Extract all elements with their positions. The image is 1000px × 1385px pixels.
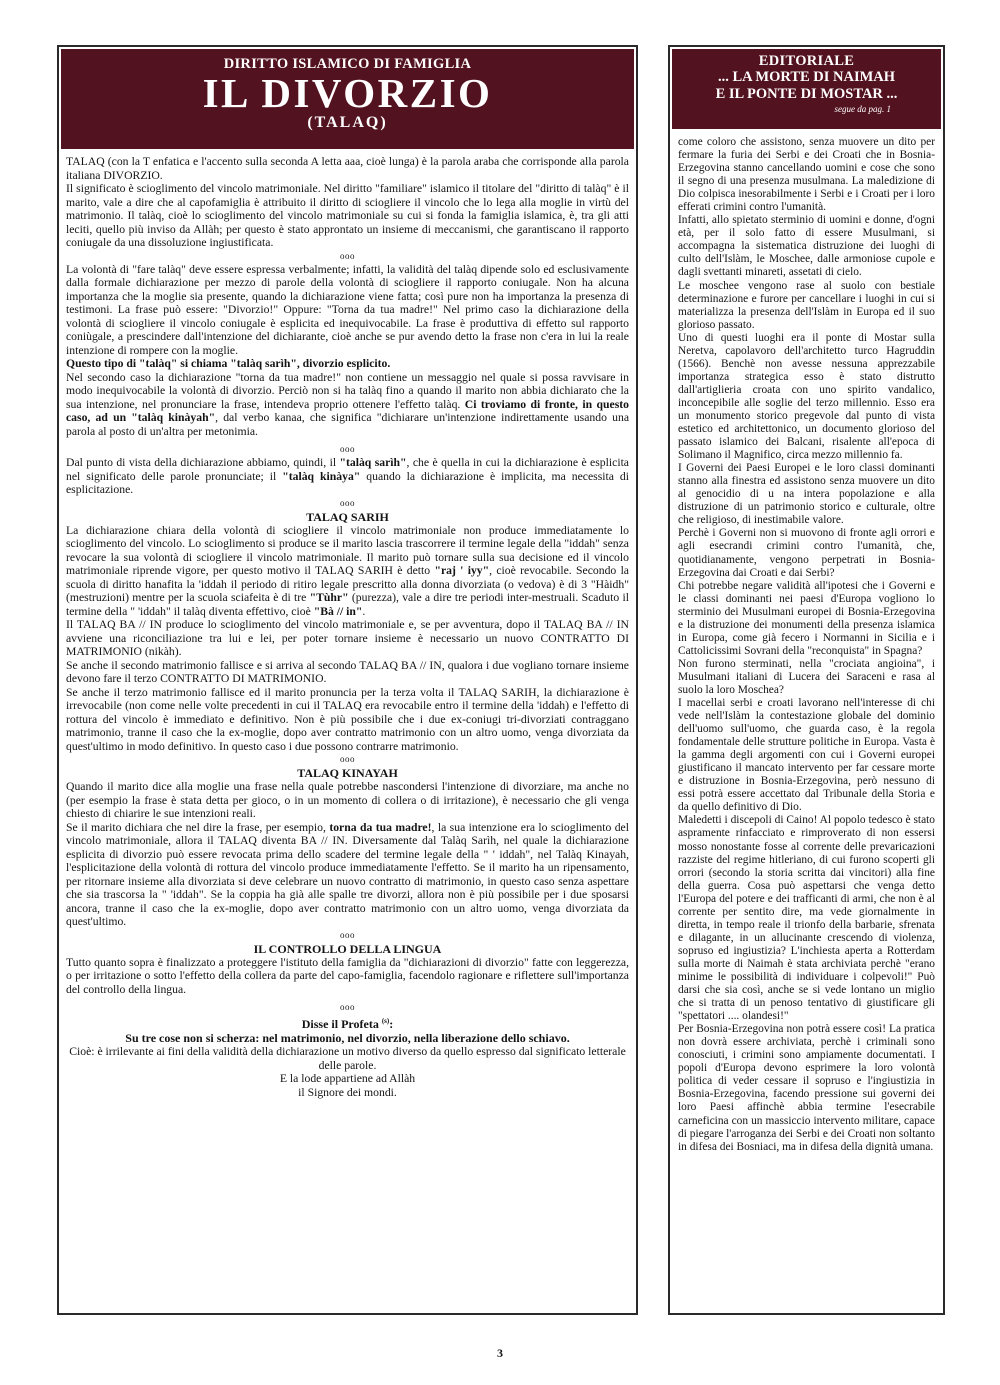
editorial-paragraph-6: Perchè i Governi non si muovono di fronte agli orrori e agli esecrandi crimini contro l'umanità, che, quotidianamente, vengono perpetrati in Bosnia-Erzegovina dai Croati e dai Serbi? [678,527,935,579]
editorial-paragraph-1: come coloro che assistono, senza muovere un dito per fermare la furia dei Serbi e dei Croati che in Bosnia-Erzegovina stanno cancellando uomini e cose che sono il segno di una presenza musulmana. La maledizione di Dio colpisca inesorabilmente i Serbi e i Croati per i loro efferati crimini contro l'umanità. [678,136,935,214]
divorzio-article [57,45,638,1315]
punto-term-kinaya: "talàq kinàya" [282,469,361,483]
editorial-paragraph-3: Le moschee vengono rase al suolo con bestiale determinazione e furore per cancellare i luoghi in cui si materializza la presenza dell'Islàm in Europa ed il suo glorioso passato. [678,279,935,331]
talaq-sarih-paragraph-3: Se anche il secondo matrimonio fallisce e si arriva al secondo TALAQ BA // IN, qualora i due vogliano tornare insieme devono fare il terzo CONTRATTO DI MATRIMONIO. [66,658,629,685]
secondo-caso-paragraph [66,371,629,439]
separator: ooo [340,497,355,508]
editorial-paragraph-5: I Governi dei Paesi Europei e le loro classi dominanti stanno alla finestra ed assistono senza muovere un dito al genocidio di u na intera popolazione e alla distruzione di un patrimonio storico e culturale, oltre che religioso, di inestimabile valore. [678,462,935,527]
separator: ooo [340,1002,355,1012]
hadith-quote: Su tre cose non si scherza: nel matrimonio, nel divorzio, nella liberazione dello schiavo. [125,1031,570,1045]
profeta-heading-colon: : [389,1017,394,1031]
sarih-term-raj-iyy: "raj ' iyy" [434,564,490,577]
editorial-paragraph-11: Per Bosnia-Erzegovina non potrà essere così! La pratica non dovrà essere archiviata, perchè i criminali sono conosciuti, i crimini sono ampiamente documentati. I popoli d'Europa devono esprimere la loro volontà politica di veder cessare il sopruso e l'ingiustizia in Bosnia-Erzegovina, facendo pressione sui governi dei loro Paesi affinchè abbia termine l'esecrabile carneficina con un massiccio intervento militare, capace di piegare l'arroganza dei Serbi e dei Croati non soltanto in difesa dei Bosniaci, ma in difesa della dignità umana. [678,1023,935,1153]
punto-term-sarih: "talàq sarìh" [339,456,407,469]
talaq-kinayah-paragraph-1: Quando il marito dice alla moglie una frase nella quale potrebbe nascondersi l'intenzione di divorziare, ma anche no (per esempio la frase è stata detta per gioco, o in un momento di collera o di irritazione), è necessario che gli venga chiesto di chiarire le sue intenzioni reali. [66,780,629,820]
kinayah-phrase-bold: torna da tua madre! [329,820,432,834]
article-kicker: DIRITTO ISLAMICO DI FAMIGLIA [223,56,472,72]
intro-paragraph-1: TALAQ (con la T enfatica e l'accento sulla seconda A letta aaa, cioè lunga) è la parola araba che corrisponde alla parola italiana DIVORZIO. [66,155,629,182]
talaq-kinayah-paragraph-2 [66,821,629,929]
editorial-paragraph-2: Infatti, allo spietato sterminio di uomini e donne, d'ogni età, per il solo fatto di essere Musulmani, si accompagna la sistematica distruzione dei luoghi di culto dell'Islàm, le Moschee, dalle armoniose cupole e dagli svettanti minareti, assetati di cielo. [678,214,935,279]
secondo-caso-text-a: Nel secondo caso la dichiarazione "torna da tua madre!" non contiene un messaggio nel quale si possa ravvisare in modo inequivocabile la volontà di divorzio. Perciò non si ha talàq fino a quando il marito non abbia dichiarato che la sua intenzione, nel pronunciare la frase, intendeva proprio ottenere l'effetto talàq. [66,370,629,411]
profeta-heading-text: Disse il Profeta [301,1017,379,1031]
section-title-talaq-sarih: TALAQ SARIH [306,509,389,524]
separator: ooo [340,929,355,940]
sarih-text-c: (purezza), vale a dire tre periodi inter-mestruali. Scaduto il termine della " 'iddah" il talàq diventa effettivo, cioè [66,591,629,618]
sarih-text-b: , cioè revocabile. Secondo la scuola di diritto hanafita la 'iddah il periodo di ritiro legale prescritto alla donna divorziata (o vedova) è di 3 "Hàidh" (mestruzioni) mentre per la scuola sciafeita è di tre [66,564,629,604]
talaq-sarih-definition [66,357,629,371]
punto-text-d: quando la dichiarazione è implicita, ma necessita di esplicitazione. [66,469,630,496]
controllo-lingua-paragraph: Tutto quanto sopra è finalizzato a proteggere l'istituto della famiglia da "dichiarazioni di divorzio" fatte con leggerezza, o per irritazione o sotto l'effetto della collera da parte del capo-famiglia, facendolo ragionare e riflettere sull'importanza del controllo della lingua. [66,955,629,996]
talaq-sarih-paragraph-2: Il TALAQ BA // IN produce lo scioglimento del vincolo matrimoniale e, se per avventura, dopo il TALAQ BA // IN avviene una riconciliazione tra lui e lei, per poter tornare insieme è necessario un nuovo CONTRATTO DI MATRIMONIO (nikàh). [66,618,629,658]
page-number: 3 [497,1346,503,1360]
intro-paragraph-2: Il significato è scioglimento del vincolo matrimoniale. Nel diritto "familiare" islamico il titolare del "diritto di talàq" è il marito, vale a dire che al capofamiglia è attribuito il diritto di sciogliere il vincolo che lo lega alla moglie in virtù del matrimonio. Il talàq, cioè lo scioglimento del vincolo matrimoniale su cui si fonda la famiglia islamica, è, tra gli atti leciti, quello più inviso da Allàh; per questo è stato approntato un insieme di meccanismi, che garantiscano il rapporto coniugale da una dissoluzione ingiustificata. [66,182,629,249]
editorial-body [670,131,943,1154]
editorial-kicker: EDITORIALE [758,53,855,69]
closing-line-1: E la lode appartiene ad Allàh [279,1072,416,1085]
secondo-caso-text-b: , dal verbo kanaa, che significa "dichiarare un'intenzione indirettamente usando una parola al posto di un'altra per metonimia. [66,411,630,438]
editorial-paragraph-10: Maledetti i discepoli di Caino! Al popolo tedesco è stato aspramente rinfacciato e rimproverato di non essersi mosso nonostante fosse al corrente delle prevaricazioni razziste del regime hitleriano, di cui furono scoperti gli orrori (secondo la storia scritta dai vincitori) alla fine della guerra. Cosa può aspettarsi che venga detto l'Europa del potere e dei trafficanti di armi, che non è al corrente per sentito dire, ma vede giornalmente in diretta, in tempo reale il trionfo della barbarie, sfrenata e dilagante, in un allucinante crescendo di violenza, sopruso ed ingiustizia? L'inchiesta aperta a Rotterdam sulla morte di Naimah è stata archiviata perchè "erano minime le possibilità di individuare i colpevoli!" Può darsi che sia così, anche se si vede lontano un miglio che si tratta di un penoso tentativo di giustificare gli "spettatori .... olandesi!" [678,814,935,1023]
volonta-paragraph: La volontà di "fare talàq" deve essere espressa verbalmente; infatti, la validità del talàq dipende solo ed esclusivamente dalla formale dichiarazione per mezzo di parole della volontà di sciogliere il rapporto coniugale. Non ha alcuna importanza che la moglie sia presente, quando la dichiarazione viene fatta; così pure non ha importanza la presenza di testimoni. La frase può essere: "Divorzio!" Oppure: "Torna da tua madre!" Nel primo caso la dichiarazione della volontà di sciogliere il vincolo coniugale è esplicita ed inequivocabile. La frase è produttiva di effetto sul rapporto coniùgale, a prescindere dall'intenzione del dichiarante, cioè anche se pur avendo detto la frase non c'era in lui la reale intenzione di rompere con la moglie. [66,262,629,357]
section-title-talaq-kinayah: TALAQ KINAYAH [297,766,398,780]
separator: ooo [340,754,355,764]
punto-di-vista-paragraph [66,456,629,497]
punto-text-c: , che è quella in cui la dichiarazione è esplicita nel significato delle parole pronunciate; il [66,456,629,483]
editorial-column [668,45,945,1315]
editorial-paragraph-4: Uno di questi luoghi era il ponte di Mostar sulla Neretva, capolavoro dell'architetto turco Hagruddin (1566). Benchè non avesse nessuna apprezzabile importanza strategica esso è stato distrutto dall'artiglieria croata con uno spirito vandalico, inconcepibile alle soglie del terzo millennio. Esso era un monumento storico pregevole dal punto di vista estetico ed architettonico, un documento glorioso del passato islamico dei Balcani, risalente all'epoca di Solimano il Magnifico, circa mezzo millennio fa. [678,331,935,462]
article-title: IL DIVORZIO [202,70,493,116]
kinayah-text-a: Se il marito dichiara che nel dire la frase, per esempio, [66,820,330,834]
article-subtitle: (TALAQ) [307,114,388,131]
sarih-term-bain: "Bà // in" [313,604,363,618]
continued-note: segue da pag. 1 [834,104,891,114]
editorial-paragraph-9: I macellai serbi e croati lavorano nell'interesse di chi vede nell'Islàm la contestazione globale del dominio dell'uomo sull'uomo, che guarda caso, è la regola fondamentale delle strutture politiche in Europa. Vasta è la gamma degli argomenti con cui i Governi europei giustificano il mancato intervento per far cessare morte e distruzione in Bosnia-Erzegovina, però nessuno di essi potrà essere accettato dal Tribunale della Storia e da quello definitivo di Dio. [678,697,935,814]
separator: ooo [340,250,355,261]
editorial-header-banner [672,49,941,129]
punto-text-a: Dal punto di vista della dichiarazione abbiamo, quindi, il [66,456,340,469]
profeta-heading [66,1014,629,1031]
separator: ooo [340,444,355,454]
talaq-sarih-paragraph-4: Se anche il terzo matrimonio fallisce ed il marito pronuncia per la terza volta il TALAQ SARIH, la dichiarazione è irrevocabile (non come nelle volte precedenti in cui il TALAQ era revocabile entro il termine della 'iddah) e l'effetto di rottura del vincolo è immediato e definitivo. Non è più possibile che i due ex-coniugi tri-divorziati contraggano matrimonio, tranne il caso che la ex-moglie, dopo aver contratto matrimonio con un altro uomo, venga divorziata da quest'ultimo in modo definitivo. In questo caso i due possono contrarre matrimonio. [66,685,629,753]
sarih-text-d: . [362,604,366,618]
editorial-paragraph-8: Non furono sterminati, nella "crociata angioina", i Musulmani italiani di Lucera dei Saraceni e rasa al suolo la loro Moschea? [678,657,935,696]
closing-line-2: il Signore dei mondi. [298,1085,397,1099]
article-header-banner [61,49,634,149]
article-body [59,151,636,1099]
editorial-title-line-2: E IL PONTE DI MOSTAR ... [715,86,898,102]
talaq-sarih-paragraph-1 [66,524,629,619]
editorial-paragraph-7: Chi potrebbe negare validità all'ipotesi che i Governi e le classi dominanti nei paesi d'Europa vogliono lo sterminio dei Musulmani europei di Bosnia-Erzegovina e la distruzione dei monumenti della presenza islamica in Europa, come già fecero i Normanni in Sicilia e i Cattolicissimi Sovrani della "reconquista" in Spagna? [678,579,935,657]
kinayah-text-b: , la sua intenzione era lo scioglimento del vincolo matrimoniale, allora il TALAQ diventa BA // IN. Diversamente dal Talàq Sarìh, nel quale la dichiarazione esplicita di divorzio può essere revocata prima dello scadere del termine legale della " ' iddah", nel Talàq Kinayah, l'esplicitazione della volontà di rottura del vincolo produce immediatamente l'effetto. Se il marito ha un ripensamento, per ritornare insieme alla divorziata si deve celebrare un nuovo contratto di matrimonio, in questo caso senza aspettare che sia trascorsa la " 'iddah". Se la coppia ha già alle spalle tre divorzi, allora non è più possibile per i due sposarsi ancora, tranne il caso che la ex-moglie, dopo aver contratto matrimonio con un altro uomo, venga divorziata da quest'ultimo. [66,820,629,928]
sarih-text-a: La dichiarazione chiara della volontà di sciogliere il vincolo matrimoniale non produce immediatamente lo scioglimento del vincolo. Lo scioglimento si produce se il marito lascia trascorrere il termine legale della "iddah" senza revocare la sua volontà di sciogliere il vincolo matrimoniale. Il marito può tornare sulla sua decisione ed il vincolo matrimoniale riprende vigore, per questo motivo il TALAQ SARIH è detto [66,523,629,577]
section-title-controllo-lingua: IL CONTROLLO DELLA LINGUA [253,941,442,956]
hadith-explanation: Cioè: è irrilevante ai fini della validità della dichiarazione un motivo diverso da quello espresso dal significato letterale delle parole. [69,1045,626,1072]
editorial-title-line-1: ... LA MORTE DI NAIMAH [717,69,896,85]
sarih-term-tuhr: "Tùhr" [309,591,349,604]
talaq-sarih-definition-text: Questo tipo di "talàq" si chiama "talàq sarìh", divorzio esplicito. [66,357,391,370]
blessing-mark: (s) [381,1017,390,1025]
secondo-caso-bold: Ci troviamo di fronte, in questo caso, ad un "talàq kinàyah" [66,397,630,424]
